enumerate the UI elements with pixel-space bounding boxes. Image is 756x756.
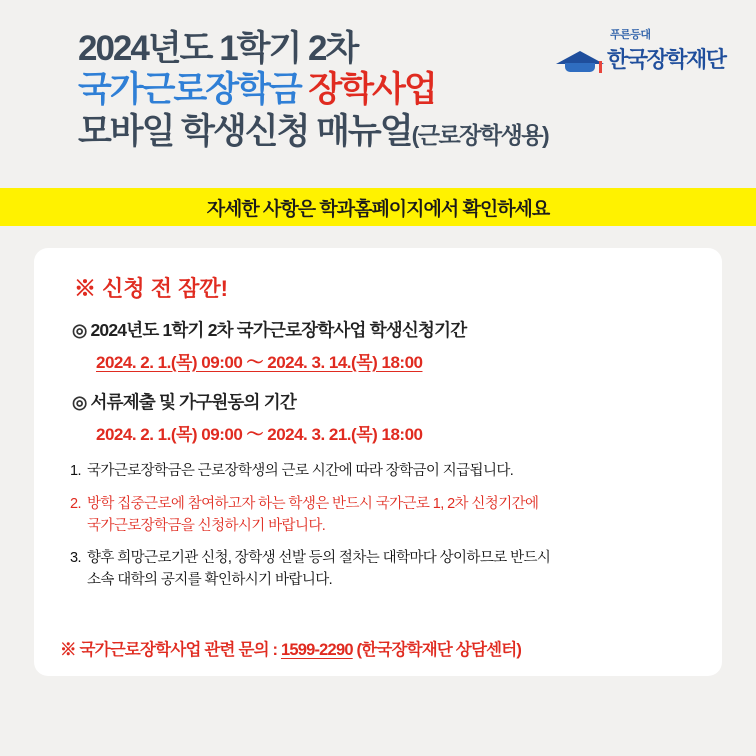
notice-banner-text: 자세한 사항은 학과홈페이지에서 확인하세요	[206, 198, 550, 220]
title-line-3	[78, 111, 756, 152]
list-item-text	[87, 494, 696, 538]
graduation-cap-icon	[556, 45, 604, 73]
list-item-line: 국가근로장학금은 근로장학생의 근로 시간에 따라 장학금이 지급됩니다.	[87, 463, 514, 479]
logo-name: 한국장학재단	[607, 47, 726, 72]
schedule-item	[60, 389, 696, 445]
list-item-line: 향후 희망근로기관 신청, 장학생 선발 등의 절차는 대학마다 상이하므로 반드시	[87, 550, 551, 567]
schedule-item-date-text: 2024. 2. 1.(목) 09:00 ～ 2024. 3. 21.(목) 18:00	[96, 425, 423, 444]
schedule-item-head-text: 서류제출 및 가구원동의 기간	[90, 392, 296, 412]
list-item-line: 소속 대학의 공지를 확인하시기 바랍니다.	[87, 572, 333, 588]
list-item-text	[87, 548, 696, 592]
contact-phone[interactable]: 1599-2290	[280, 641, 353, 659]
list-item-line: 국가근로장학금을 신청하시기 바랍니다.	[87, 517, 326, 534]
section-title: ※ 신청 전 잠깐!	[74, 276, 228, 301]
bullet-icon: ◎	[72, 320, 87, 340]
list-item-text	[87, 461, 696, 483]
title-line-1: 2024년도 1학기 2차	[78, 29, 358, 68]
list-item-number: 2.	[70, 495, 81, 512]
logo-tagline: 푸른등대	[610, 29, 651, 41]
bullet-icon: ◎	[72, 392, 87, 412]
list-item-line: 방학 집중근로에 참여하고자 하는 학생은 반드시 국가근로 1, 2차 신청기간에	[87, 495, 539, 512]
organization-logo	[556, 26, 732, 82]
schedule-item	[60, 317, 696, 373]
notes-list	[70, 461, 696, 592]
schedule-item-head-text: 2024년도 1학기 2차 국가근로장학사업 학생신청기간	[90, 320, 467, 340]
info-card	[34, 248, 722, 676]
logo-row	[556, 43, 732, 74]
schedule-item-date	[96, 348, 696, 373]
contact-note-prefix: ※ 국가근로장학사업 관련 문의 :	[60, 641, 281, 659]
schedule-item-head	[72, 317, 696, 342]
contact-note-suffix: (한국장학재단 상담센터)	[352, 641, 522, 659]
schedule-item-date-text: 2024. 2. 1.(목) 09:00 ～ 2024. 3. 14.(목) 18:00	[96, 353, 423, 372]
poster-header	[0, 0, 756, 188]
title-line-3-main: 모바일 학생신청 매뉴얼	[78, 111, 412, 151]
notice-banner	[0, 188, 756, 226]
schedule-item-date	[96, 420, 696, 445]
title-line-3-sub: (근로장학생용)	[411, 121, 549, 148]
list-item	[70, 494, 696, 538]
schedule-item-head	[72, 389, 696, 414]
title-line-2-blue: 국가근로장학금	[78, 70, 301, 110]
list-item	[70, 548, 696, 592]
title-line-2-red: 장학사업	[308, 70, 436, 110]
list-item-number: 1.	[70, 463, 81, 479]
contact-note	[60, 636, 521, 660]
list-item-number: 3.	[70, 550, 81, 567]
list-item	[70, 461, 696, 483]
